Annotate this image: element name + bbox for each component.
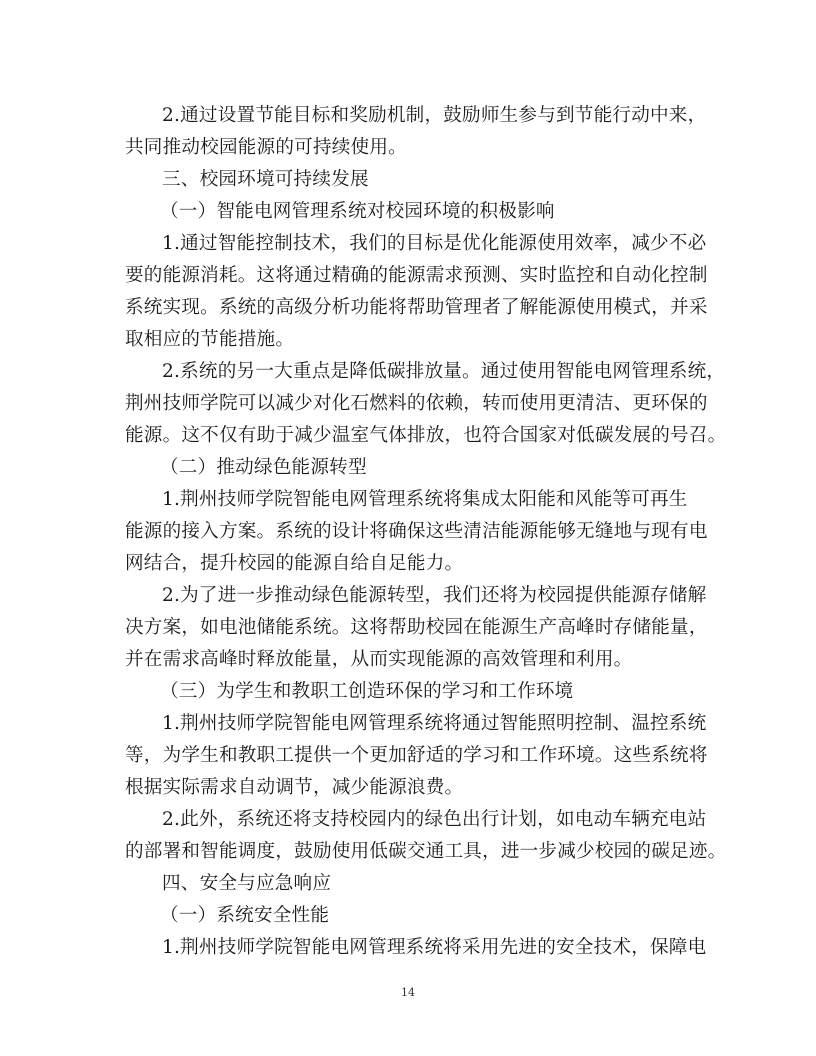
subsection-heading: （二）推动绿色能源转型 (160, 457, 367, 478)
paragraph-line: 的部署和智能调度，鼓励使用低碳交通工具，进一步减少校园的碳足迹。 (125, 841, 727, 862)
paragraph-line: 共同推动校园能源的可持续使用。 (125, 137, 407, 158)
paragraph-line: 荆州技师学院可以减少对化石燃料的依赖，转而使用更清洁、更环保的 (125, 393, 708, 414)
paragraph-line: 2.为了进一步推动绿色能源转型，我们还将为校园提供能源存储解 (162, 585, 707, 606)
paragraph-line: 网结合，提升校园的能源自给自足能力。 (125, 553, 464, 574)
paragraph-line: 等，为学生和教职工提供一个更加舒适的学习和工作环境。这些系统将 (125, 745, 708, 766)
paragraph-line: 1.荆州技师学院智能电网管理系统将采用先进的安全技术，保障电 (162, 937, 707, 958)
section-heading: 四、安全与应急响应 (162, 873, 332, 894)
paragraph-line: 能源的接入方案。系统的设计将确保这些清洁能源能够无缝地与现有电 (125, 521, 708, 542)
paragraph-line: 决方案，如电池储能系统。这将帮助校园在能源生产高峰时存储能量， (125, 617, 708, 638)
subsection-heading: （一）智能电网管理系统对校园环境的积极影响 (160, 201, 555, 222)
paragraph-line: 根据实际需求自动调节，减少能源浪费。 (125, 777, 464, 798)
page-number: 14 (401, 986, 415, 999)
paragraph-line: 2.系统的另一大重点是降低碳排放量。通过使用智能电网管理系统， (162, 361, 726, 382)
paragraph-line: 系统实现。系统的高级分析功能将帮助管理者了解能源使用模式，并采 (125, 297, 708, 318)
section-heading: 三、校园环境可持续发展 (162, 169, 369, 190)
paragraph-line: 取相应的节能措施。 (125, 329, 295, 350)
subsection-heading: （三）为学生和教职工创造环保的学习和工作环境 (160, 681, 574, 702)
paragraph-line: 要的能源消耗。这将通过精确的能源需求预测、实时监控和自动化控制 (125, 265, 708, 286)
paragraph-line: 能源。这不仅有助于减少温室气体排放，也符合国家对低碳发展的号召。 (125, 425, 727, 446)
paragraph-line: 并在需求高峰时释放能量，从而实现能源的高效管理和利用。 (125, 649, 633, 670)
paragraph-line: 1.通过智能控制技术，我们的目标是优化能源使用效率，减少不必 (162, 233, 707, 254)
paragraph-line: 1.荆州技师学院智能电网管理系统将通过智能照明控制、温控系统 (162, 713, 707, 734)
paragraph-line: 2.此外，系统还将支持校园内的绿色出行计划，如电动车辆充电站 (162, 809, 707, 830)
paragraph-line: 1.荆州技师学院智能电网管理系统将集成太阳能和风能等可再生 (162, 489, 688, 510)
subsection-heading: （一）系统安全性能 (160, 905, 330, 926)
paragraph-line: 2.通过设置节能目标和奖励机制，鼓励师生参与到节能行动中来， (162, 105, 707, 126)
